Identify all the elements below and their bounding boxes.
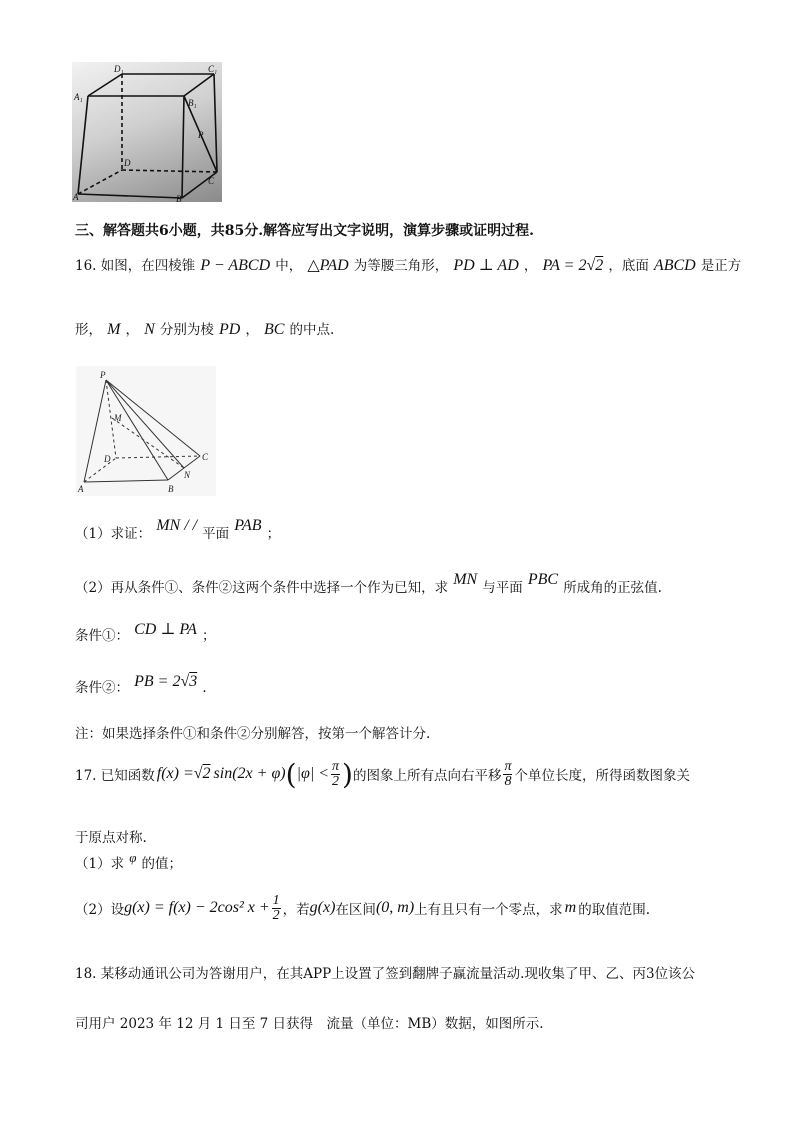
cube-label-b1: B₁ (188, 98, 197, 108)
q16-cond1-end: ； (201, 628, 216, 644)
q17-pi: π (332, 758, 340, 774)
q16-comma1: ， (523, 258, 538, 274)
q17-pi-half (331, 760, 340, 789)
q16-part1 (75, 517, 281, 547)
q16-part1-math: MN / / (156, 517, 198, 534)
q16-cond2-math: PB = 2√3 (134, 673, 198, 690)
q16-part2-mn: MN (453, 571, 478, 588)
q16-pa: PA = 2√2 (542, 257, 604, 274)
q17-interval: (0, m) (375, 899, 415, 916)
q16-part1-label: （1）求证： (75, 526, 152, 542)
q17-pi2: π (504, 758, 512, 774)
pyr-label-n: N (184, 470, 191, 480)
q16-isosceles: 为等腰三角形， (353, 258, 449, 274)
q16-line1 (75, 252, 741, 279)
q17-part2 (75, 886, 650, 930)
q16-perp: PD ⊥ AD (453, 257, 519, 274)
q16-n: N (144, 321, 155, 338)
q17-m: m (564, 899, 577, 916)
q16-pa-lhs: PA = 2 (542, 257, 587, 274)
cube-label-a: A (73, 192, 79, 202)
q17-pi-eighth (503, 760, 512, 789)
pyr-label-p: P (100, 370, 106, 380)
q17-part2-text: 上有且只有一个零点，求 (414, 902, 563, 918)
q17-part2-end: 的取值范围. (578, 902, 651, 918)
cube-label-c1: C₁ (208, 64, 218, 74)
q16-bc: BC (263, 321, 285, 338)
q17-g-def: g(x) = f(x) − 2cos² x + (124, 899, 270, 916)
q16-part1-pab: PAB (234, 517, 262, 534)
q17-part1 (75, 850, 182, 877)
q17-phi-cond: |φ| < (296, 765, 330, 782)
q17-text2: 个单位长度，所得函数图象关 (514, 768, 690, 784)
q17-part1-phi: φ (129, 850, 137, 865)
q17-part2-label: （2）设 (75, 902, 125, 918)
q16-number: 16. 如图，在四棱锥 (75, 258, 196, 274)
cube-figure (72, 62, 222, 202)
q17-line2: 于原点对称. (75, 830, 147, 846)
pyr-label-c: C (202, 452, 209, 462)
q17-f-lhs: f(x) = (156, 765, 194, 782)
q16-triangle: △PAD (307, 257, 349, 274)
pyr-label-a: A (78, 484, 84, 494)
q17-gx: g(x) (309, 899, 336, 916)
q16-cond2-label: 条件②： (75, 680, 129, 696)
q16-pa-rad: 2 (595, 257, 604, 274)
cube-label-c: C (208, 176, 215, 186)
q16-mid1: 中， (275, 258, 303, 274)
q17-sin: sin(2x + φ) (213, 765, 286, 782)
q16-cond2 (75, 674, 207, 701)
cube-label-d1: D₁ (114, 64, 124, 74)
q16-comma2: ， (125, 322, 140, 338)
q17-sqrt2: √2 (193, 765, 211, 782)
q16-cond1-label: 条件①： (75, 628, 129, 644)
q16-cond1 (75, 622, 215, 649)
q16-pyramid: P − ABCD (200, 257, 271, 274)
q16-cond2-rad: 3 (189, 673, 198, 690)
q17-line1 (75, 750, 690, 798)
q18-line2: 司用户 2023 年 12 月 1 日至 7 日获得 流量（单位：MB）数据，如图所示. (75, 1016, 544, 1032)
q16-note: 注：如果选择条件①和条件②分别解答，按第一个解答计分. (75, 726, 431, 742)
q17-number: 17. 已知函数 (75, 768, 155, 784)
q16-comma3: ， (245, 322, 259, 338)
q17-eight: 8 (504, 773, 512, 789)
q16-midend: 的中点. (289, 322, 335, 338)
q17-part1-end: 的值； (141, 856, 182, 872)
q17-cond-close: ) (342, 757, 353, 791)
q16-base: ABCD (653, 257, 696, 274)
q16-part1-end: ； (266, 526, 281, 542)
q17-text1: 的图象上所有点向右平移 (352, 768, 502, 784)
q17-interval-label: 在区间 (335, 902, 376, 918)
pyr-label-m: M (114, 413, 122, 423)
q17-part1-label: （1）求 (75, 856, 125, 872)
q16-square: 是正方 (700, 258, 742, 274)
q17-one: 1 (272, 892, 280, 908)
cube-label-p: P (198, 130, 204, 140)
q16-cond1-math: CD ⊥ PA (134, 621, 197, 638)
q16-part2-pbc: PBC (527, 571, 559, 588)
q16-midpoints: 分别为棱 (159, 322, 214, 338)
q16-part2-with: 与平面 (482, 580, 523, 596)
cube-label-d: D (124, 158, 131, 168)
q16-pd: PD (218, 321, 241, 338)
q16-bottom: ，底面 (608, 258, 649, 274)
q16-m: M (107, 321, 121, 338)
q16-part2-label: （2）再从条件①、条件②这两个条件中选择一个作为已知，求 (75, 580, 449, 596)
q16-part2 (75, 571, 662, 601)
q17-one-half (272, 894, 281, 923)
q17-cond-open: ( (285, 757, 297, 791)
pyramid-figure (76, 366, 216, 496)
q18-line1: 18. 某移动通讯公司为答谢用户，在其APP上设置了签到翻牌子赢流量活动.现收集了甲、乙、丙3位该公 (75, 966, 696, 982)
q17-two-b: 2 (272, 907, 280, 923)
pyr-label-d: D (104, 454, 111, 464)
pyr-label-b: B (168, 484, 174, 494)
cube-label-a1: A₁ (74, 92, 83, 102)
q17-two: 2 (332, 773, 340, 789)
q16-line2-start: 形， (75, 322, 102, 338)
q16-cond2-lhs: PB = 2 (134, 673, 181, 690)
q16-cond2-end: . (202, 680, 207, 696)
q17-part2-mid: ，若 (282, 902, 310, 918)
q16-part1-plane: 平面 (202, 526, 230, 542)
q17-sqrt2-rad: 2 (202, 765, 211, 782)
q16-line2 (75, 316, 334, 343)
section3-heading: 三、解答题共6小题，共85分.解答应写出文字说明，演算步骤或证明过程. (75, 223, 534, 239)
cube-label-b: B (176, 194, 182, 202)
q16-part2-end: 所成角的正弦值. (563, 580, 662, 596)
